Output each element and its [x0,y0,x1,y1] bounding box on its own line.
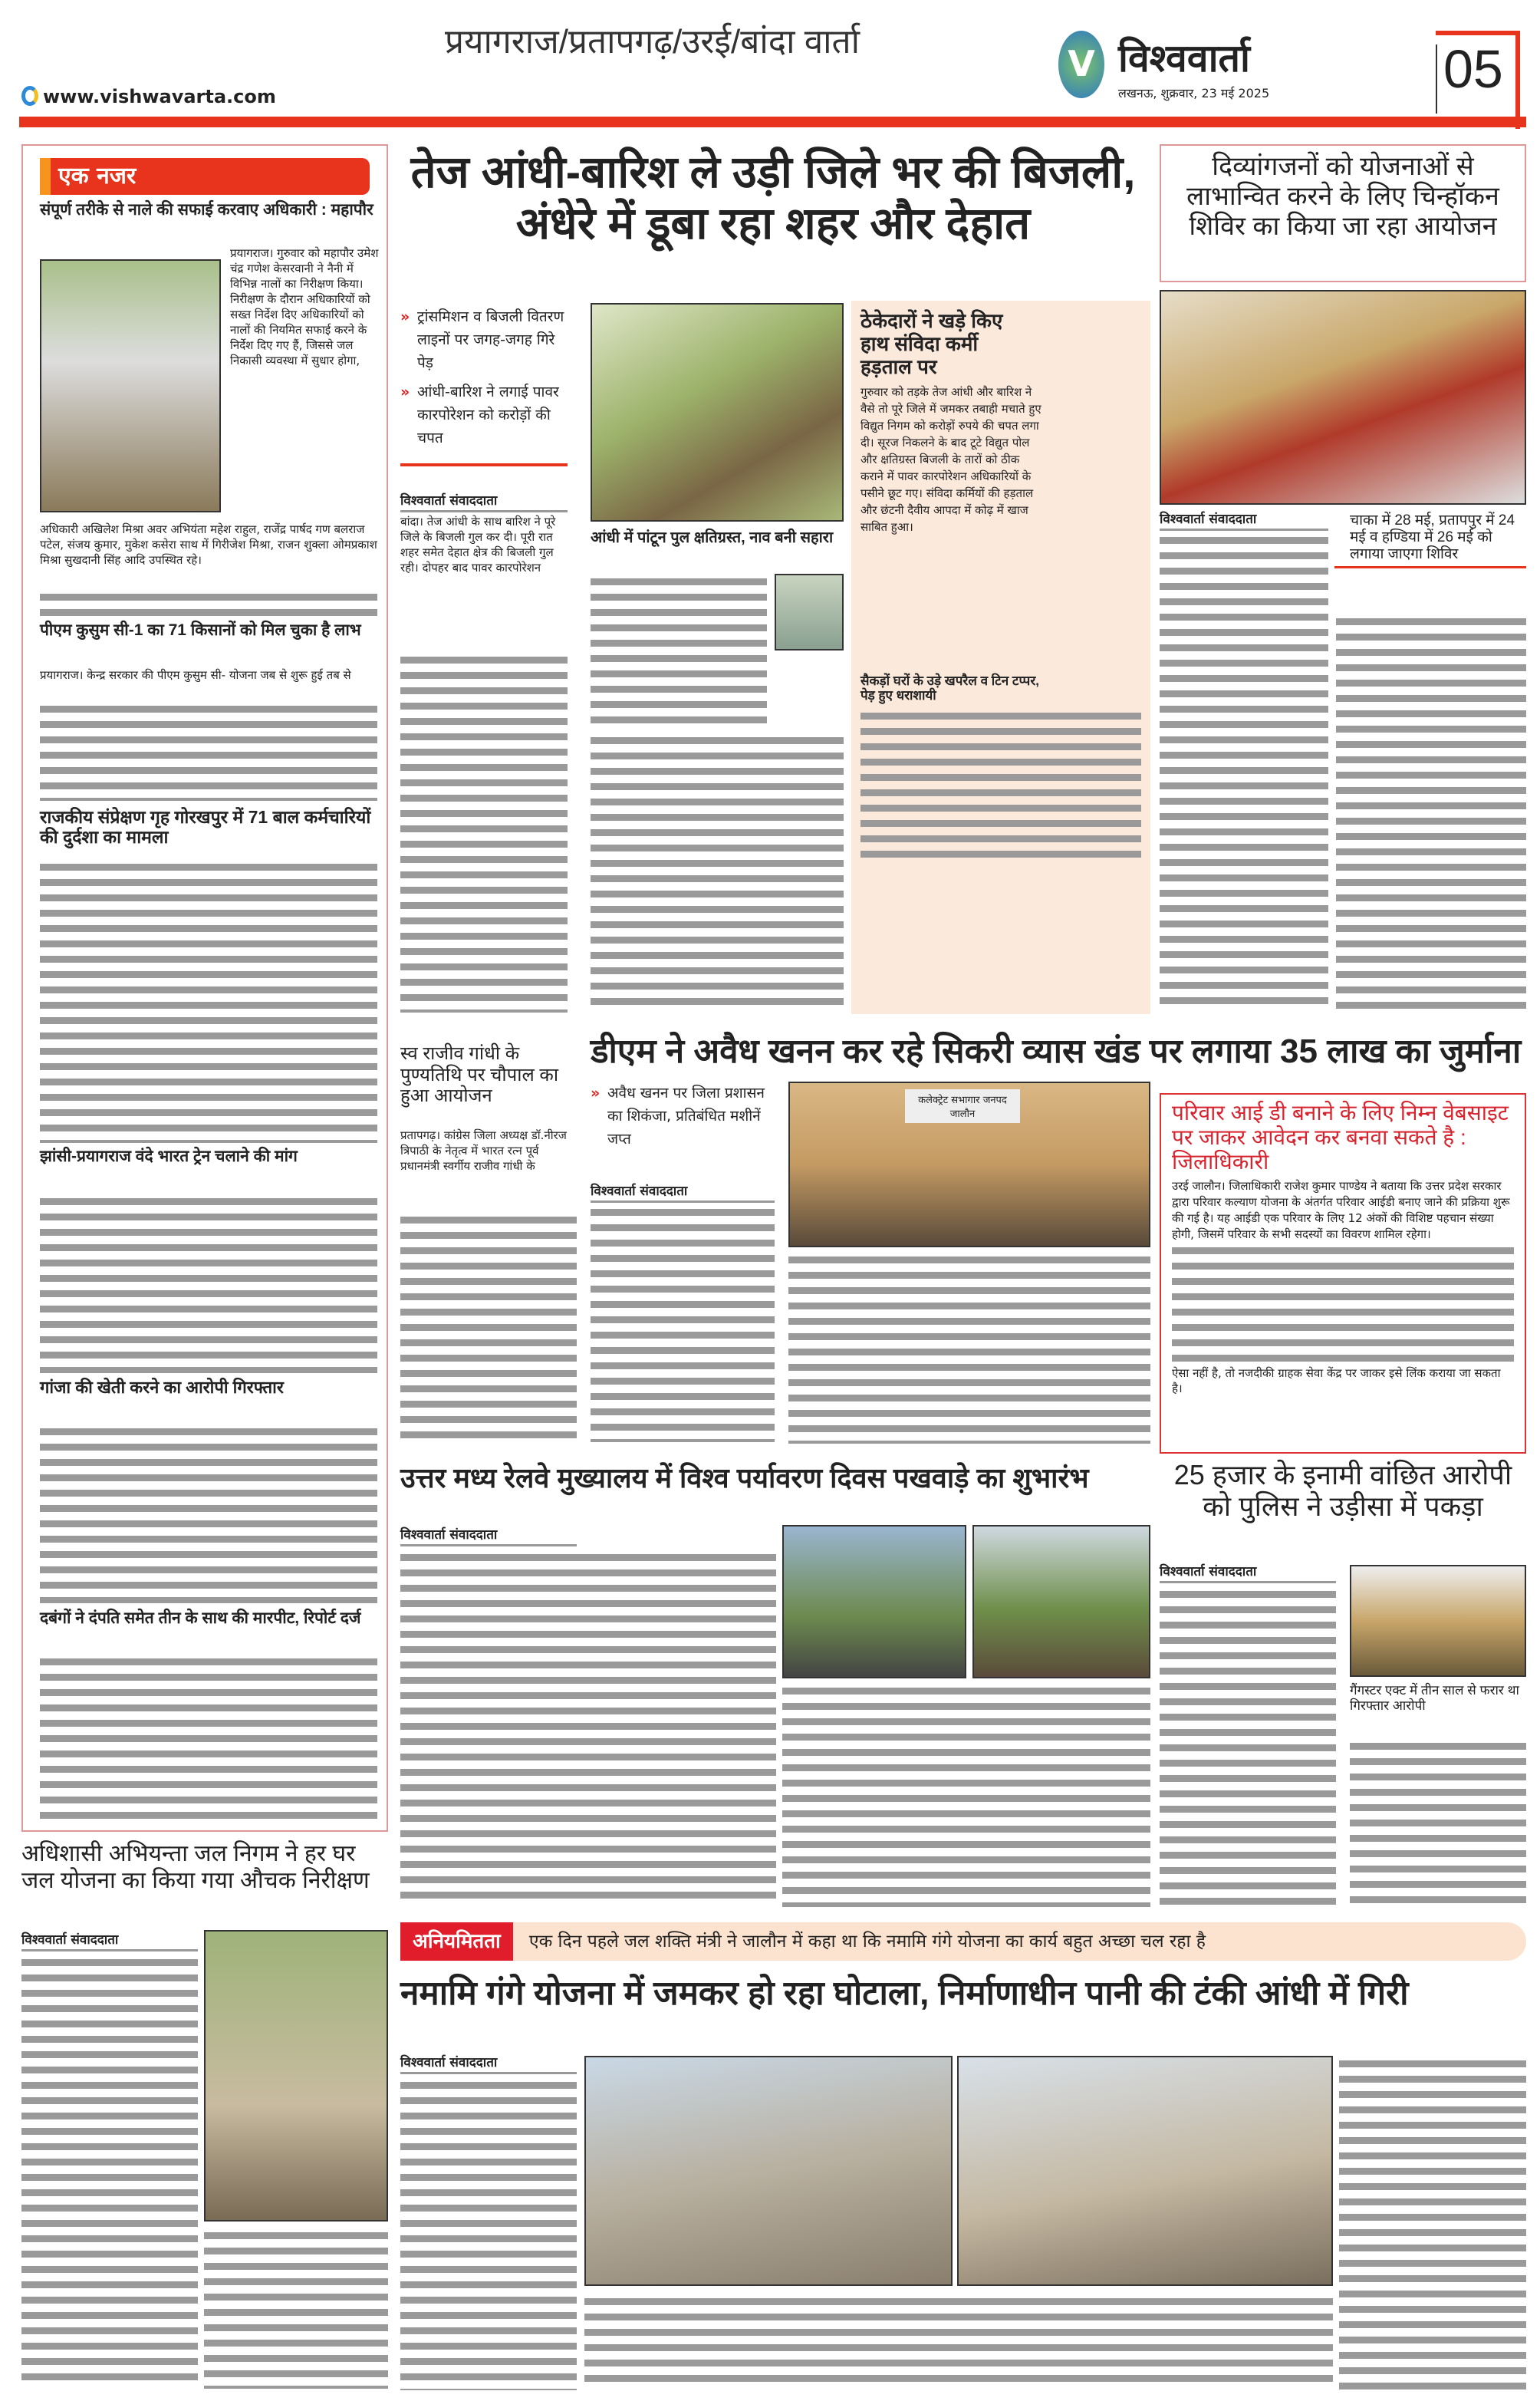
box-lead: गुरुवार को तड़के तेज आंधी और बारिश ने वैसे तो पूरे जिले में जमकर तबाही मचाते हुए विद्युत निगम को करोड़ों रुपये की चपत लगा दी। सूरज निकलने के बाद टूटे विद्युत पोल और क्षतिग्रस्त बिजली के तारों को ठीक कराने में पावर कारपोरेशन अधिकारियों के पसीने छूट गए। संविदा कर्मियों की हड़ताल और छंटनी दैवीय आपदा में कोढ़ में खाज साबित हुआ। [860,384,1041,534]
byline: विश्ववार्ता संवाददाता [1160,1562,1336,1583]
story-headline[interactable]: स्व राजीव गांधी के पुण्यतिथि पर चौपाल का हुआ आयोजन [400,1043,559,1107]
story-body [40,701,377,801]
story-headline[interactable]: संपूर्ण तरीके से नाले की सफाई करवाए अधिकारी : महापौर [40,201,373,219]
story-lead: प्रयागराज। गुरुवार को महापौर उमेश चंद्र गणेश केसरवानी ने नैनी में विभिन्न नालों का निरीक्षण किया। निरीक्षण के दौरान अधिकारियों को सख्त निर्देश दिए अधिकारियों को नालों की नियमित सफाई करने के निर्देश दिए गए हैं, जिससे जल निकासी व्यवस्था में सुधार होगा, [230,246,379,367]
kicker-text: एक दिन पहले जल शक्ति मंत्री ने जालौन में कहा था कि नमामि गंगे योजना का कार्य बहुत अच्छा चल रहा है [528,1932,1206,1951]
story-body [21,1955,198,2389]
side-callout: चाका में 28 मई, प्रतापपुर में 24 मई व हण्डिया में 26 मई को लगाया जाएगा शिविर [1334,512,1526,568]
story-body [400,652,568,1013]
tree-photo [591,303,844,522]
story-headline[interactable]: उत्तर मध्य रेलवे मुख्यालय में विश्व पर्यावरण दिवस पखवाड़े का शुभारंभ [400,1462,1089,1494]
story-body [782,1683,1150,1907]
story-body [40,1654,377,1820]
byline: विश्ववार्ता संवाददाता [400,2053,577,2074]
story-body [584,2294,1333,2390]
police-photo [1350,1565,1526,1677]
brand-name: विश्ववार्ता [1118,36,1250,81]
masthead [0,0,1540,130]
tag-label: अनियमितता [400,1922,513,1961]
story-body [1336,614,1526,1013]
highlights [400,305,568,466]
story-body [400,1212,577,1442]
divider [400,463,568,466]
story-headline[interactable]: नमामि गंगे योजना में जमकर हो रहा घोटाला, निर्माणाधीन पानी की टंकी आंधी में गिरी [400,1974,1409,2012]
story-body [40,1194,377,1373]
story-body [860,708,1141,861]
byline: विश्ववार्ता संवाददाता [400,1525,577,1546]
story-body [591,1204,775,1442]
page-number: 05 [1443,39,1503,99]
story-headline[interactable]: दिव्यांगजनों को योजनाओं से लाभान्वित करने के लिए चिन्हॉकन शिविर का किया जा रहा आयोजन [1186,152,1499,242]
ek-nazar-label [40,158,370,195]
brand-logo-icon: V [1058,31,1104,98]
byline: विश्ववार्ता संवाददाता [591,1181,775,1203]
story-photo [1160,290,1526,505]
ek-nazar-box [21,144,388,1832]
byline: विश्ववार्ता संवाददाता [1160,509,1328,531]
story-headline[interactable]: 25 हजार के इनामी वांछित आरोपी को पुलिस ने उड़ीसा में पकड़ा [1173,1459,1512,1523]
chevron-icon: » [400,384,410,400]
pontoon-photo [775,574,844,650]
story-photo [40,259,221,512]
sign-board: कलेक्ट्रेट सभागार जनपद जालौन [905,1089,1020,1123]
rally-photo [782,1525,966,1678]
highlight-item [591,1082,775,1151]
byline: विश्ववार्ता संवाददाता [400,491,568,512]
story-body [400,2077,577,2390]
story-tail: अधिकारी अखिलेश मिश्रा अवर अभियंता महेश राहुल, राजेंद्र पार्षद गण बलराज पटेल, संजय कुमार, मुकेश कसेरा साथ में गिरीजेश मिश्रा, राजन शुक्ला ओमप्रकाश मिश्रा सुखदानी सिंह आदि उपस्थित रहे। [40,522,377,567]
box-subhead: सैकड़ों घरों के उड़े खपरैल व टिन टप्पर, पेड़ हुए धराशायी [860,673,1040,703]
story-lead: प्रतापगढ़। कांग्रेस जिला अध्यक्ष डॉ.नीरज त्रिपाठी के नेतृत्व में भारत रत्न पूर्व प्रधानमंत्री स्वर्गीय राजीव गांधी के [400,1128,567,1173]
notice-end: ऐसा नहीं है, तो नजदीकी ग्राहक सेवा केंद्र पर जाकर इसे लिंक कराया जा सकता है। [1172,1365,1501,1395]
story-body [1172,1243,1514,1365]
story-lead: प्रयागराज। केन्द्र सरकार की पीएम कुसुम सी- योजना जब से शुरू हुई तब से [40,668,351,682]
story-body [591,574,767,729]
story-headline[interactable]: गांजा की खेती करने का आरोपी गिरफ्तार [40,1378,284,1397]
highlight-item [400,380,568,450]
lead-headline[interactable]: तेज आंधी-बारिश ले उड़ी जिले भर की बिजली, अंधेरे में डूबा रहा शहर और देहात [410,147,1136,249]
plantation-photo [972,1525,1150,1678]
sidebar-box [851,301,1150,1014]
story-headline[interactable]: दबंगों ने दंपति समेत तीन के साथ की मारपीट, रिपोर्ट दर्ज [40,1609,361,1627]
story-box [1160,144,1526,282]
story-body [1160,532,1328,1013]
story-body [40,859,377,1143]
tank-photo [957,2056,1333,2286]
side-callout: गैंगस्टर एक्ट में तीन साल से फरार था गिरफ्तार आरोपी [1350,1683,1519,1713]
dateline: लखनऊ, शुक्रवार, 23 मई 2025 [1118,86,1270,100]
highlight-text: आंधी-बारिश ने लगाई पावर कारपोरेशन को करोड़ों की चपत [417,384,559,446]
story-body [1339,2056,1526,2390]
story-body [1160,1586,1336,1907]
story-headline[interactable]: झांसी-प्रयागराज वंदे भारत ट्रेन चलाने की मांग [40,1148,298,1165]
highlight-text: ट्रांसमिशन व बिजली वितरण लाइनों पर जगह-जगह गिरे पेड़ [417,308,564,371]
chevron-icon: » [400,308,410,325]
story-headline[interactable]: डीएम ने अवैध खनन कर रहे सिकरी व्यास खंड पर लगाया 35 लाख का जुर्माना [591,1033,1522,1070]
story-lead: बांदा। तेज आंधी के साथ बारिश ने पूरे जिले के बिजली गुल कर दी। पूरी रात शहर समेत देहात क्षेत्र की बिजली गुल रही। दोपहर बाद पावर कारपोरेशन [400,515,556,575]
website-link[interactable]: www.vishwavarta.com [43,86,276,107]
ek-nazar-text: एक नजर [58,163,137,189]
box-headline[interactable]: ठेकेदारों ने खड़े किए हाथ संविदा कर्मी हड़ताल पर [860,309,1003,378]
story-headline[interactable]: राजकीय संप्रेक्षण गृह गोरखपुर में 71 बाल कर्मचारियों की दुर्दशा का मामला [40,807,371,848]
section-title: प्रयागराज/प्रतापगढ़/उरई/बांदा वार्ता [445,23,860,61]
story-body [40,1424,377,1603]
notice-headline[interactable]: परिवार आई डी बनाने के लिए निम्न वेबसाइट पर जाकर आवेदन कर बनवा सकते है : जिलाधिकारी [1172,1101,1509,1174]
page-number-box [1436,31,1520,129]
story-body [40,589,377,617]
byline: विश्ववार्ता संवाददाता [21,1930,198,1951]
notice-lead: उरई जालौन। जिलाधिकारी राजेश कुमार पाण्डेय ने बताया कि उत्तर प्रदेश सरकार द्वारा परिवार कल्याण योजना के अंतर्गत परिवार आईडी बनाए जाने की प्रक्रिया शुरू की गई है। यह आईडी एक परिवार के लिए 12 अंकों की विशिष्ट पहचान संख्या होगी, जिसमें परिवार के सभी सदस्यों का विवरण शामिल रहेगा। [1172,1178,1510,1241]
story-body [400,1550,776,1907]
story-body [204,2228,388,2389]
meeting-photo [788,1082,1150,1247]
highlight-item [400,305,568,374]
chevron-icon: » [591,1085,601,1102]
highlight-text: अवैध खनन पर जिला प्रशासन का शिकंजा, प्रतिबंधित मशीनें जप्त [607,1085,765,1148]
tank-photo [584,2056,953,2286]
photo-caption: आंधी में पांटून पुल क्षतिग्रस्त, नाव बनी सहारा [591,529,834,546]
header-rule [19,117,1526,127]
notice-box [1160,1093,1526,1454]
story-body [1350,1738,1526,1907]
story-headline[interactable]: अधिशासी अभियन्ता जल निगम ने हर घर जल योजना का किया गया औचक निरीक्षण [21,1841,370,1893]
story-body [788,1252,1150,1444]
kicker-bar [400,1922,1526,1961]
story-body [591,733,844,1013]
story-headline[interactable]: पीएम कुसुम सी-1 का 71 किसानों को मिल चुका है लाभ [40,621,361,639]
story-photo [204,1930,388,2222]
web-icon [21,86,38,106]
